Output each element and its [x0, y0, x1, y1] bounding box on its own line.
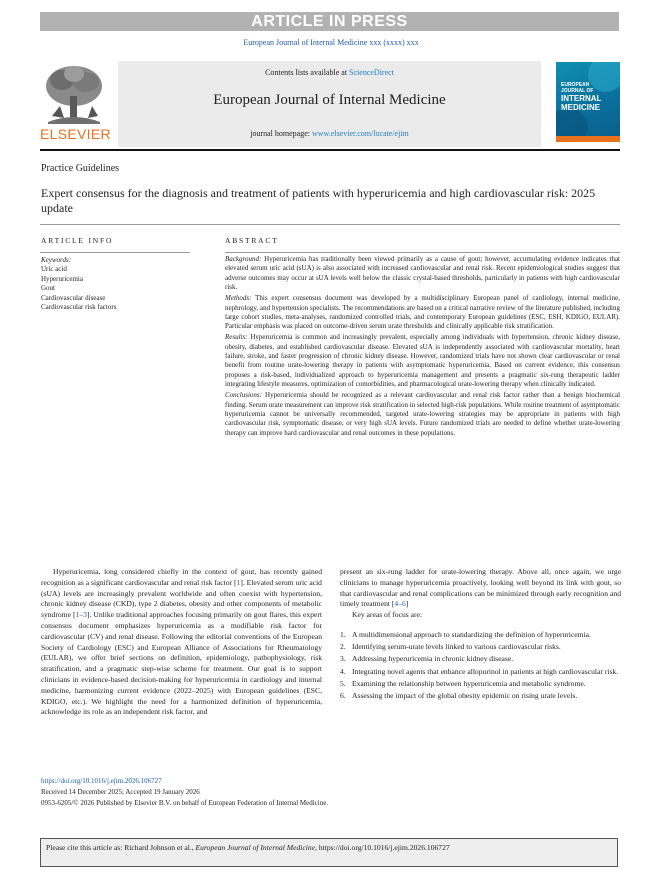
body-text: ]: [405, 599, 409, 609]
abstract-section-body: Hyperuricemia is common and increasingly prevalent, especially among individuals with hypertension, chronic kidney disease, obesity, diabetes, and established cardiovascular disease. Elevated sUA is independently associated with cardiovascular mortality, heart failure, stroke, and faster progression of chronic kidney disease. However, randomized trials have not shown clear cardiovascular or renal benefit from routine urate-lowering therapy in patients with asymptomatic hyperuricemia. Based on current evidence, this consensus proposes a risk-based, individualized approach to hyperuricemia management and presents a pragmatic six-rung therapeutic ladder integrating lifestyle measures, optimization of comorbidities, and pharmacological urate-lowering therapy when clinically indicated.: [225, 333, 620, 389]
citation-link[interactable]: 1: [236, 577, 241, 587]
article-info-heading: ARTICLE INFO: [41, 236, 114, 245]
article-title: Expert consensus for the diagnosis and treatment of patients with hyperuricemia and high cardiovascular risk: 2025 update: [41, 186, 596, 215]
body-column-left: [41, 567, 322, 718]
cover-title-line: MEDICINE: [561, 103, 601, 112]
abstract-section-label: Methods:: [225, 294, 252, 303]
intro-paragraph: [41, 567, 322, 718]
focus-list-item: [340, 679, 621, 690]
citation-prefix: Please cite this article as: Richard Johnson et al.,: [46, 843, 196, 852]
abstract-section-body: Hyperuricemia has traditionally been viewed primarily as a cause of gout; however, accumulating evidence indicates that elevated serum uric acid (sUA) is also associated with increased cardiovascular and renal risk. Recent epidemiological studies suggest that adverse outcomes may occur at sUA levels well below the classic crystal-based thresholds, particularly in patients with high cardiovascular risk.: [225, 255, 620, 292]
homepage-line: [118, 129, 541, 138]
body-text: ]. Elevated serum uric acid (sUA) levels are increasingly prevalent worldwide and often coexist with hypertension, chronic kidney disease (CKD), type 2 diabetes, obesity and other components of metabolic syndrome [: [41, 577, 322, 620]
doi-link[interactable]: https://doi.org/10.1016/j.ejim.2026.106727: [41, 777, 162, 785]
body-text: Hyperuricemia, long considered chiefly in the context of gout, has recently gained recognition as a significant cardiovascular and renal risk factor [: [41, 567, 322, 587]
cover-title-line: EUROPEAN: [561, 82, 590, 88]
list-text: Assessing the impact of the global obesity epidemic on rising urate levels.: [352, 690, 578, 700]
list-number: 1.: [340, 629, 346, 639]
journal-masthead: [118, 61, 541, 147]
abstract-section-body: This expert consensus document was developed by a multidisciplinary European panel of cardiology, internal medicine, nephrology, and hypertension specialists. The recommendations are based on a critical narrative review of the literature published, including large cohort studies, meta-analyses, randomized controlled trials, and contemporary European guidelines (ESC, ESH, KDIGO, EULAR). Particular emphasis was placed on outcome-driven serum urate thresholds and clinically applicable risk stratification.: [225, 294, 620, 331]
list-text: Examining the relationship between hyperuricemia and metabolic syndrome.: [352, 678, 586, 688]
list-text: A multidimensional approach to standardizing the definition of hyperuricemia.: [352, 629, 591, 639]
abstract-divider: [225, 252, 620, 253]
abstract-section-label: Results:: [225, 333, 248, 342]
abstract-methods: [225, 294, 620, 332]
list-text: Identifying serum-urate levels linked to various cardiovascular risks.: [352, 642, 561, 652]
cover-title-line: INTERNAL: [561, 94, 602, 103]
abstract-background: [225, 255, 620, 293]
keyword-item: Cardiovascular risk factors: [41, 303, 117, 312]
abstract-conclusions: [225, 391, 620, 438]
journal-cover-thumbnail: [556, 62, 620, 142]
focus-list-item: [340, 691, 621, 702]
contents-prefix: Contents lists available at: [265, 68, 350, 77]
citation-doi[interactable]: , https://doi.org/10.1016/j.ejim.2026.106727: [315, 843, 450, 852]
homepage-prefix: journal homepage:: [250, 129, 312, 138]
article-in-press-banner: ARTICLE IN PRESS: [40, 12, 619, 31]
list-number: 4.: [340, 666, 346, 676]
focus-list-item: [340, 642, 621, 653]
abstract-heading: ABSTRACT: [225, 236, 279, 245]
citation-link[interactable]: 4–6: [394, 599, 406, 609]
journal-reference-link[interactable]: European Journal of Internal Medicine xxx (xxxx) xxx: [243, 38, 419, 47]
body-text: ]. Unlike traditional approaches focusing primarily on gout flares, this expert consensus document emphasizes hyperuricemia as a modifiable risk factor for cardiovascular (CV) and renal disease. Following the editorial conventions of the European Society of Cardiology (ESC) and European Alliance of Associations for Rheumatology (EULAR), we offer brief sections on definition, epidemiology, pathophysiology, risk stratification, and a pragmatic step-wise scheme for treatment. Our goal is to support clinicians in evidence-based decision-making for hyperuricemia in cardiology and internal medicine, harmonizing current evidence (2022–2025) with European guidelines (ESC, KDIGO, etc.). We highlight the need for a harmonized definition of hyperuricemia, acknowledge its role as an independent risk factor, and: [41, 610, 322, 717]
abstract-section-label: Conclusions:: [225, 391, 262, 400]
contents-line: [118, 68, 541, 77]
focus-list-item: [340, 667, 621, 678]
journal-homepage-link[interactable]: www.elsevier.com/locate/ejim: [311, 129, 409, 138]
focus-list: [340, 630, 621, 702]
list-number: 2.: [340, 642, 346, 652]
abstract-results: [225, 333, 620, 389]
list-number: 6.: [340, 690, 346, 700]
citation-box: [40, 838, 618, 867]
body-text: present an six-rung ladder for urate-lowering therapy. Above all, once again, we urge clinicians to manage hyperuricemia proactively, looking well beyond its link with gout, so that cardiovascular and renal complications can be minimized through early recognition and timely treatment [: [340, 567, 621, 609]
publisher-name: ELSEVIER: [40, 126, 111, 142]
article-info-divider: [40, 252, 190, 253]
list-text: Addressing hyperuricemia in chronic kidney disease.: [352, 654, 514, 664]
keyword-item: Uric acid: [41, 265, 67, 274]
received-dates: Received 14 December 2025; Accepted 19 January 2026: [41, 788, 200, 796]
list-text: Integrating novel agents that enhance allopurinol in patients at high cardiovascular risk.: [352, 666, 619, 676]
abstract-section-body: Hyperuricemia should be recognized as a relevant cardiovascular and renal risk factor rather than a benign biochemical finding. Serum urate measurement can improve risk stratification in selected high-risk populations. While routine treatment of asymptomatic hyperuricemia cannot be universally recommended, targeted urate-lowering strategies may be appropriate in patients with high cardiovascular risk, symptomatic disease, or very high sUA levels. Future randomized trials are needed to define whether urate-lowering therapy can improve hard cardiovascular and renal outcomes in these populations.: [225, 391, 621, 437]
keywords-label: Keywords:: [41, 256, 72, 264]
focus-intro: Key areas of focus are:: [352, 610, 422, 620]
cover-title-line: JOURNAL OF: [561, 88, 594, 94]
cover-title: [561, 82, 617, 112]
header-divider: [40, 149, 620, 151]
copyright-line: 0953-6205/© 2026 Published by Elsevier B.V. on behalf of European Federation of Internal Medicine.: [41, 799, 329, 807]
abstract-text: [225, 255, 620, 440]
citation-link[interactable]: 1–3: [75, 610, 87, 620]
section-type: Practice Guidelines: [41, 163, 120, 174]
article-footer: [41, 776, 601, 809]
citation-journal: European Journal of Internal Medicine: [195, 843, 316, 852]
list-number: 5.: [340, 678, 346, 688]
keyword-item: Hyperuricemia: [41, 274, 83, 283]
sciencedirect-link[interactable]: ScienceDirect: [349, 68, 394, 77]
keywords-block: [41, 256, 191, 312]
journal-title: European Journal of Internal Medicine: [213, 92, 446, 108]
body-column-right: [340, 567, 621, 703]
keyword-item: Cardiovascular disease: [41, 293, 106, 302]
abstract-section-label: Background:: [225, 255, 262, 263]
title-divider: [40, 224, 620, 225]
keyword-item: Gout: [41, 284, 55, 293]
focus-list-item: [340, 654, 621, 665]
intro-paragraph-continued: [340, 567, 621, 610]
focus-list-item: [340, 630, 621, 641]
list-number: 3.: [340, 654, 346, 664]
